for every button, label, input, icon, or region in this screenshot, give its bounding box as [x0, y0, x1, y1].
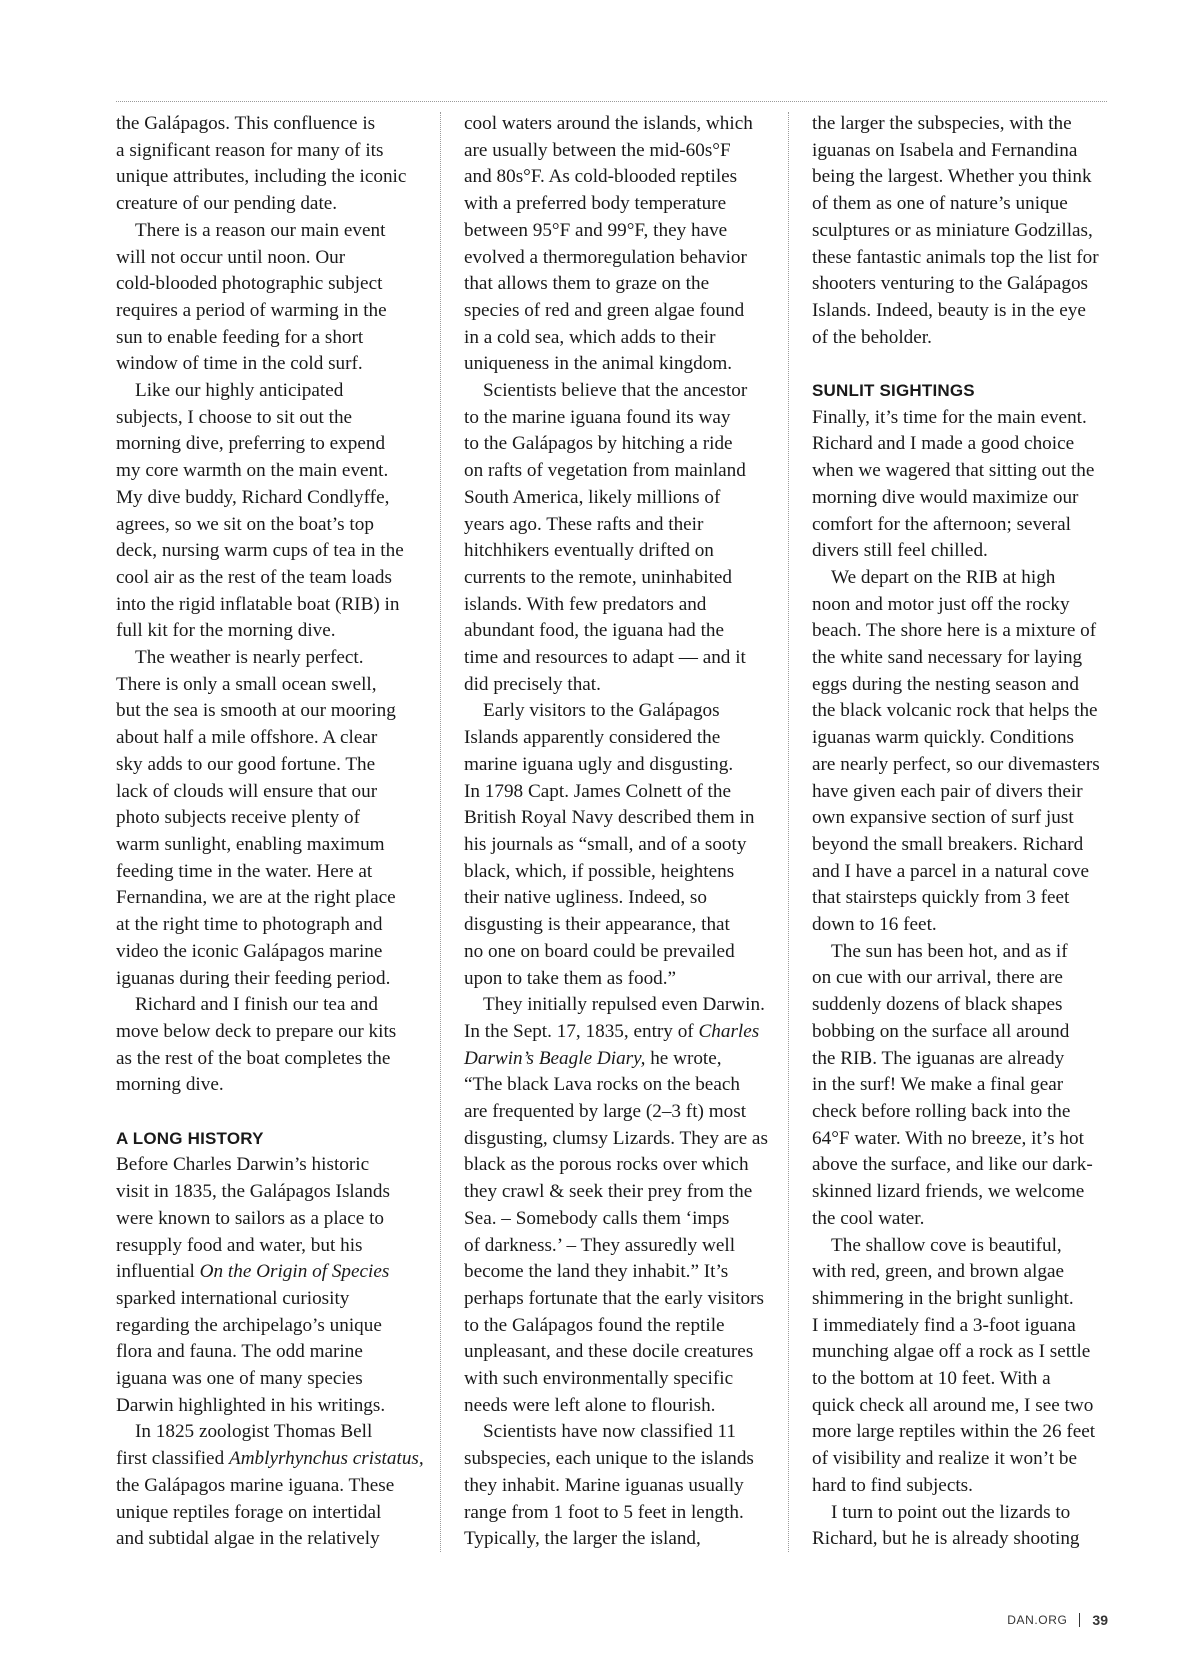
paragraph: Finally, it’s time for the main event. Richard and I made a good choice when we wagered that sitting out the morning dive would maximize our comfort for the afternoon; several divers still feel chilled.: [812, 406, 1095, 562]
page-number: 39: [1092, 1612, 1108, 1628]
article-column-1: [116, 111, 426, 1553]
paragraph: There is a reason our main event will not occur until noon. Our cold-blooded photographic subject requires a period of warming in the sun to enable feeding for a short window of time in the cold surf.: [116, 219, 387, 375]
paragraph: Scientists believe that the ancestor to the marine iguana found its way to the Galápagos by hitching a ride on rafts of vegetation from mainland South America, likely millions of years ago. These rafts and their hitchhikers eventually drifted on currents to the remote, uninhabited islands. With few predators and abundant food, the iguana had the time and resources to adapt — and it did precisely that.: [464, 380, 748, 695]
footer-divider: [1079, 1613, 1080, 1627]
species-name: Amblyrhynchus cristatus,: [228, 1448, 424, 1470]
site-name: DAN.ORG: [1007, 1613, 1068, 1627]
paragraph: Scientists have now classified 11 subspecies, each unique to the islands they inhabit. Marine iguanas usually range from 1 foot to 5 feet in length. Typically, the larger the island,: [464, 1421, 754, 1550]
paragraph: Early visitors to the Galápagos Islands apparently considered the marine iguana ugly and disgusting. In 1798 Capt. James Colnett of the British Royal Navy described them in his journals as “small, and of a sooty black, which, if possible, heightens their native ugliness. Indeed, so disgusting is their appearance, that no one on board could be prevailed upon to take them as food.”: [464, 700, 755, 989]
paragraph: Richard and I finish our tea and move below deck to prepare our kits as the rest of the boat completes the morning dive.: [116, 994, 397, 1096]
book-title: Charles: [698, 1020, 760, 1042]
paragraph: the larger the subspecies, with the iguanas on Isabela and Fernandina being the largest. Whether you think of them as one of nature’s unique sculptures or as miniature Godzillas, these fantastic animals top the list for shooters venturing to the Galápagos Islands. Indeed, beauty is in the eye of the beholder.: [812, 113, 1099, 348]
paragraph: Like our highly anticipated subjects, I choose to sit out the morning dive, preferring to expend my core warmth on the main event. My dive buddy, Richard Condlyffe, agrees, so we sit on the boat’s top deck, nursing warm cups of tea in the cool air as the rest of the team loads into the rigid inflatable boat (RIB) in full kit for the morning dive.: [116, 380, 404, 642]
paragraph: In 1825 zoologist Thomas Bell first classified Amblyrhynchus cristatus, the Galápagos marine iguana. These unique reptiles forage on intertidal and subtidal algae in the relatively: [116, 1421, 424, 1550]
book-title: On the Origin of Species: [199, 1261, 390, 1283]
paragraph: The weather is nearly perfect. There is only a small ocean swell, but the sea is smooth at our mooring about half a mile offshore. A clear sky adds to our good fortune. The lack of clouds will ensure that our photo subjects receive plenty of warm sunlight, enabling maximum feeding time in the water. Here at Fernandina, we are at the right place at the right time to photograph and video the iconic Galápagos marine iguanas during their feeding period.: [116, 647, 396, 989]
section-heading-sunlit-sightings: SUNLIT SIGHTINGS: [812, 381, 975, 401]
article-column-2: [464, 111, 774, 1553]
paragraph: the Galápagos. This confluence is a significant reason for many of its unique attributes, including the iconic creature of our pending date.: [116, 113, 407, 215]
paragraph: The sun has been hot, and as if on cue with our arrival, there are suddenly dozens of black shapes bobbing on the surface all around the RIB. The iguanas are already in the surf! We make a final gear check before rolling back into the 64°F water. With no breeze, it’s hot above the surface, and like our dark- skinned lizard friends, we welcome the cool water.: [812, 940, 1093, 1229]
paragraph: We depart on the RIB at high noon and motor just off the rocky beach. The shore here is a mixture of the white sand necessary for laying eggs during the nesting season and the black volcanic rock that helps the iguanas warm quickly. Conditions are nearly perfect, so our divemasters have given each pair of divers their own expansive section of surf just beyond the small breakers. Richard and I have a parcel in a natural cove that stairsteps quickly from 3 feet down to 16 feet.: [812, 566, 1100, 936]
page-footer: [1007, 1612, 1108, 1628]
article-column-3: [812, 111, 1122, 1553]
paragraph: They initially repulsed even Darwin. In the Sept. 17, 1835, entry of Charles Darwin’s Beagle Diary, he wrote, “The black Lava rocks on the beach are frequented by large (2–3 ft) most disgusting, clumsy Lizards. They are as black as the porous rocks over which they crawl & seek their prey from the Sea. – Somebody calls them ‘imps of darkness.’ – They assuredly well become the land they inhabit.” It’s perhaps fortunate that the early visitors to the Galápagos found the reptile unpleasant, and these docile creatures with such environmentally specific needs were left alone to flourish.: [464, 994, 768, 1416]
top-dotted-rule: [116, 101, 1107, 102]
book-title: Darwin’s Beagle Diary,: [464, 1047, 646, 1069]
paragraph: The shallow cove is beautiful, with red, green, and brown algae shimmering in the bright sunlight. I immediately find a 3-foot iguana munching algae off a rock as I settle to the bottom at 10 feet. With a quick check all around me, I see two more large reptiles within the 26 feet of visibility and realize it won’t be hard to find subjects.: [812, 1234, 1096, 1496]
paragraph: Before Charles Darwin’s historic visit in 1835, the Galápagos Islands were known to sailors as a place to resupply food and water, but his influential On the Origin of Species sparked international curiosity regarding the archipelago’s unique flora and fauna. The odd marine iguana was one of many species Darwin highlighted in his writings.: [116, 1154, 390, 1416]
column-divider-2: [788, 112, 789, 1552]
paragraph: cool waters around the islands, which are usually between the mid-60s°F and 80s°F. As cold-blooded reptiles with a preferred body temperature between 95°F and 99°F, they have evolved a thermoregulation behavior that allows them to graze on the species of red and green algae found in a cold sea, which adds to their uniqueness in the animal kingdom.: [464, 113, 753, 375]
column-divider-1: [440, 112, 441, 1552]
section-heading-long-history: A LONG HISTORY: [116, 1128, 264, 1148]
paragraph: I turn to point out the lizards to Richard, but he is already shooting: [812, 1501, 1080, 1550]
